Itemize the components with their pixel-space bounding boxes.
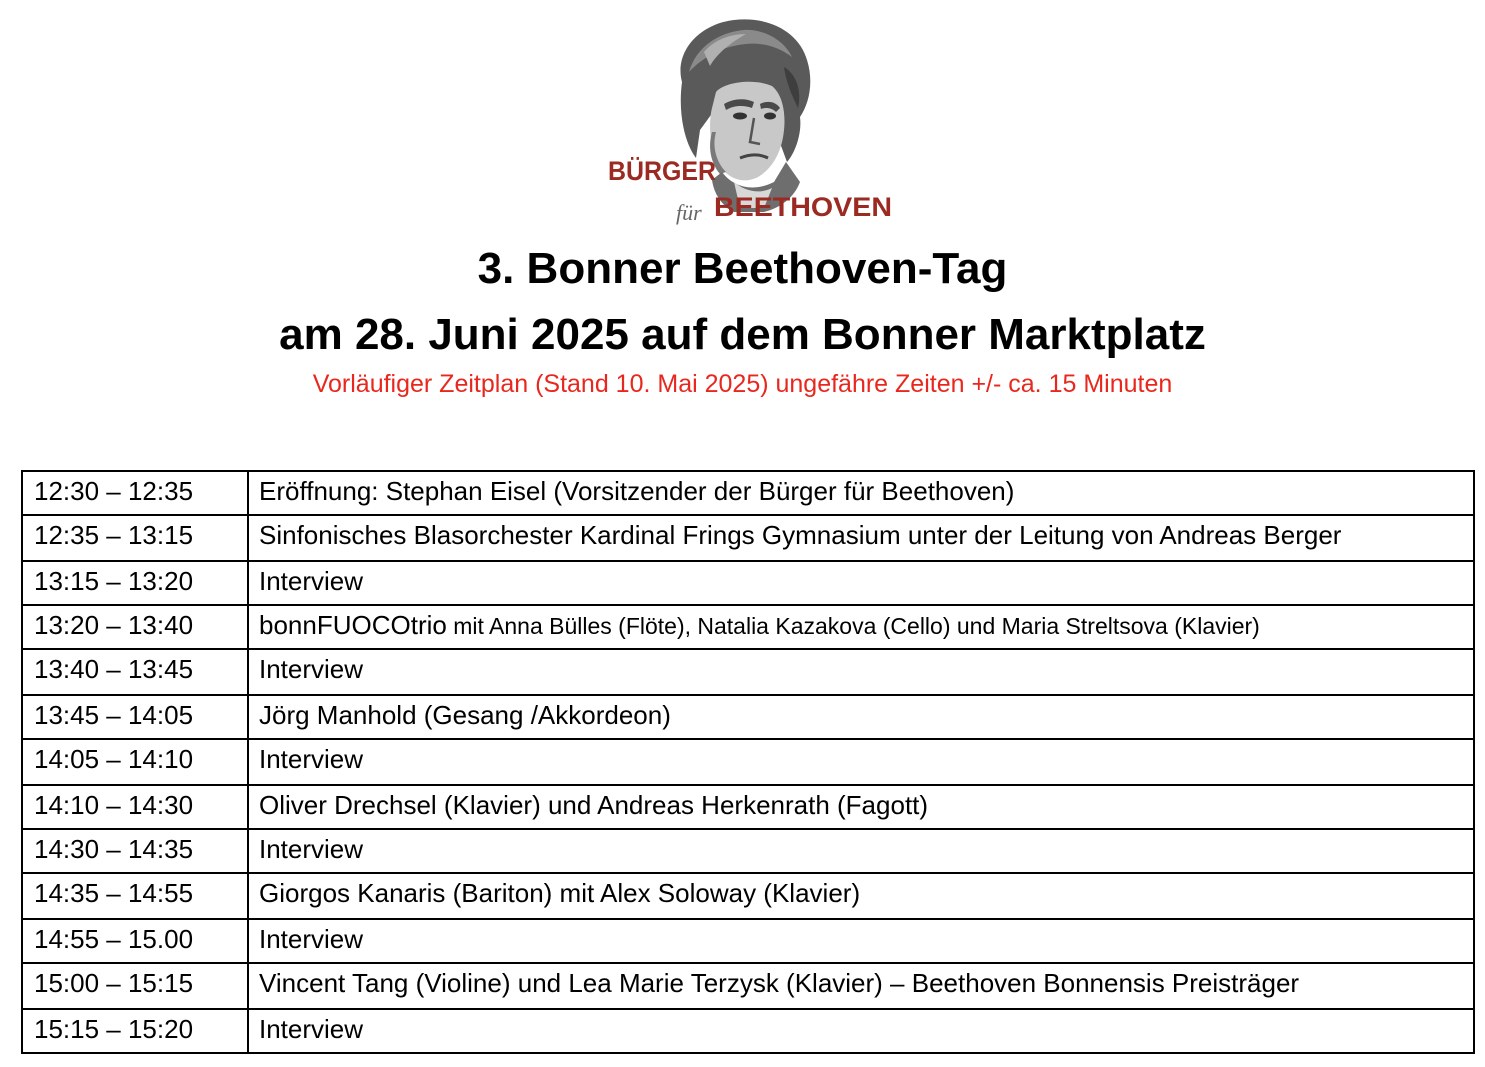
brand-logo xyxy=(604,12,900,230)
table-row xyxy=(22,471,1474,515)
time-cell: 13:20 – 13:40 xyxy=(22,605,248,649)
table-row xyxy=(22,1009,1474,1053)
program-details: mit Anna Bülles (Flöte), Natalia Kazakova (Cello) und Maria Streltsova (Klavier) xyxy=(446,613,1260,639)
program-cell xyxy=(248,515,1474,561)
time-cell: 14:35 – 14:55 xyxy=(22,873,248,919)
table-row xyxy=(22,873,1474,919)
program-text: Sinfonisches Blasorchester Kardinal Frings Gymnasium unter der Leitung von Andreas Berger xyxy=(259,520,1342,550)
program-text: Interview xyxy=(259,834,364,864)
program-text: Oliver Drechsel (Klavier) und Andreas Herkenrath (Fagott) xyxy=(259,790,929,820)
table-row xyxy=(22,919,1474,963)
time-cell: 13:40 – 13:45 xyxy=(22,649,248,695)
program-text: Interview xyxy=(259,744,364,774)
schedule-table xyxy=(21,470,1475,1054)
table-row xyxy=(22,649,1474,695)
program-cell xyxy=(248,695,1474,739)
schedule-note: Vorläufiger Zeitplan (Stand 10. Mai 2025) ungefähre Zeiten +/- ca. 15 Minuten xyxy=(312,370,1173,398)
program-cell xyxy=(248,561,1474,605)
time-cell: 13:45 – 14:05 xyxy=(22,695,248,739)
program-cell xyxy=(248,471,1474,515)
program-cell xyxy=(248,1009,1474,1053)
program-cell xyxy=(248,739,1474,785)
table-row xyxy=(22,829,1474,873)
program-text: Vincent Tang (Violine) und Lea Marie Terzysk (Klavier) – Beethoven Bonnensis Preisträger xyxy=(259,968,1300,998)
table-row xyxy=(22,739,1474,785)
program-text: Giorgos Kanaris (Bariton) mit Alex Soloway (Klavier) xyxy=(259,878,861,908)
table-row xyxy=(22,785,1474,829)
program-cell xyxy=(248,649,1474,695)
program-text: Interview xyxy=(259,654,364,684)
table-row xyxy=(22,963,1474,1009)
program-cell xyxy=(248,873,1474,919)
time-cell: 14:55 – 15.00 xyxy=(22,919,248,963)
table-row xyxy=(22,695,1474,739)
time-cell: 12:35 – 13:15 xyxy=(22,515,248,561)
time-cell: 15:15 – 15:20 xyxy=(22,1009,248,1053)
brand-line1: BÜRGER xyxy=(608,156,716,186)
time-cell: 15:00 – 15:15 xyxy=(22,963,248,1009)
brand-line2: BEETHOVEN xyxy=(714,192,892,222)
page-title-line1: 3. Bonner Beethoven-Tag xyxy=(477,244,1008,293)
program-cell xyxy=(248,785,1474,829)
program-text: bonnFUOCOtrio xyxy=(259,610,447,640)
table-row xyxy=(22,561,1474,605)
program-cell xyxy=(248,963,1474,1009)
program-cell xyxy=(248,829,1474,873)
program-cell xyxy=(248,605,1474,649)
program-text: Interview xyxy=(259,924,364,954)
time-cell: 14:05 – 14:10 xyxy=(22,739,248,785)
page-title-line2: am 28. Juni 2025 auf dem Bonner Marktplatz xyxy=(279,310,1206,359)
brand-small: für xyxy=(676,200,702,225)
program-text: Jörg Manhold (Gesang /Akkordeon) xyxy=(259,700,671,730)
program-cell xyxy=(248,919,1474,963)
time-cell: 14:10 – 14:30 xyxy=(22,785,248,829)
program-text: Eröffnung: Stephan Eisel (Vorsitzender der Bürger für Beethoven) xyxy=(259,476,1015,506)
table-row xyxy=(22,515,1474,561)
program-text: Interview xyxy=(259,1014,364,1044)
program-text: Interview xyxy=(259,566,364,596)
table-row xyxy=(22,605,1474,649)
time-cell: 14:30 – 14:35 xyxy=(22,829,248,873)
time-cell: 13:15 – 13:20 xyxy=(22,561,248,605)
time-cell: 12:30 – 12:35 xyxy=(22,471,248,515)
